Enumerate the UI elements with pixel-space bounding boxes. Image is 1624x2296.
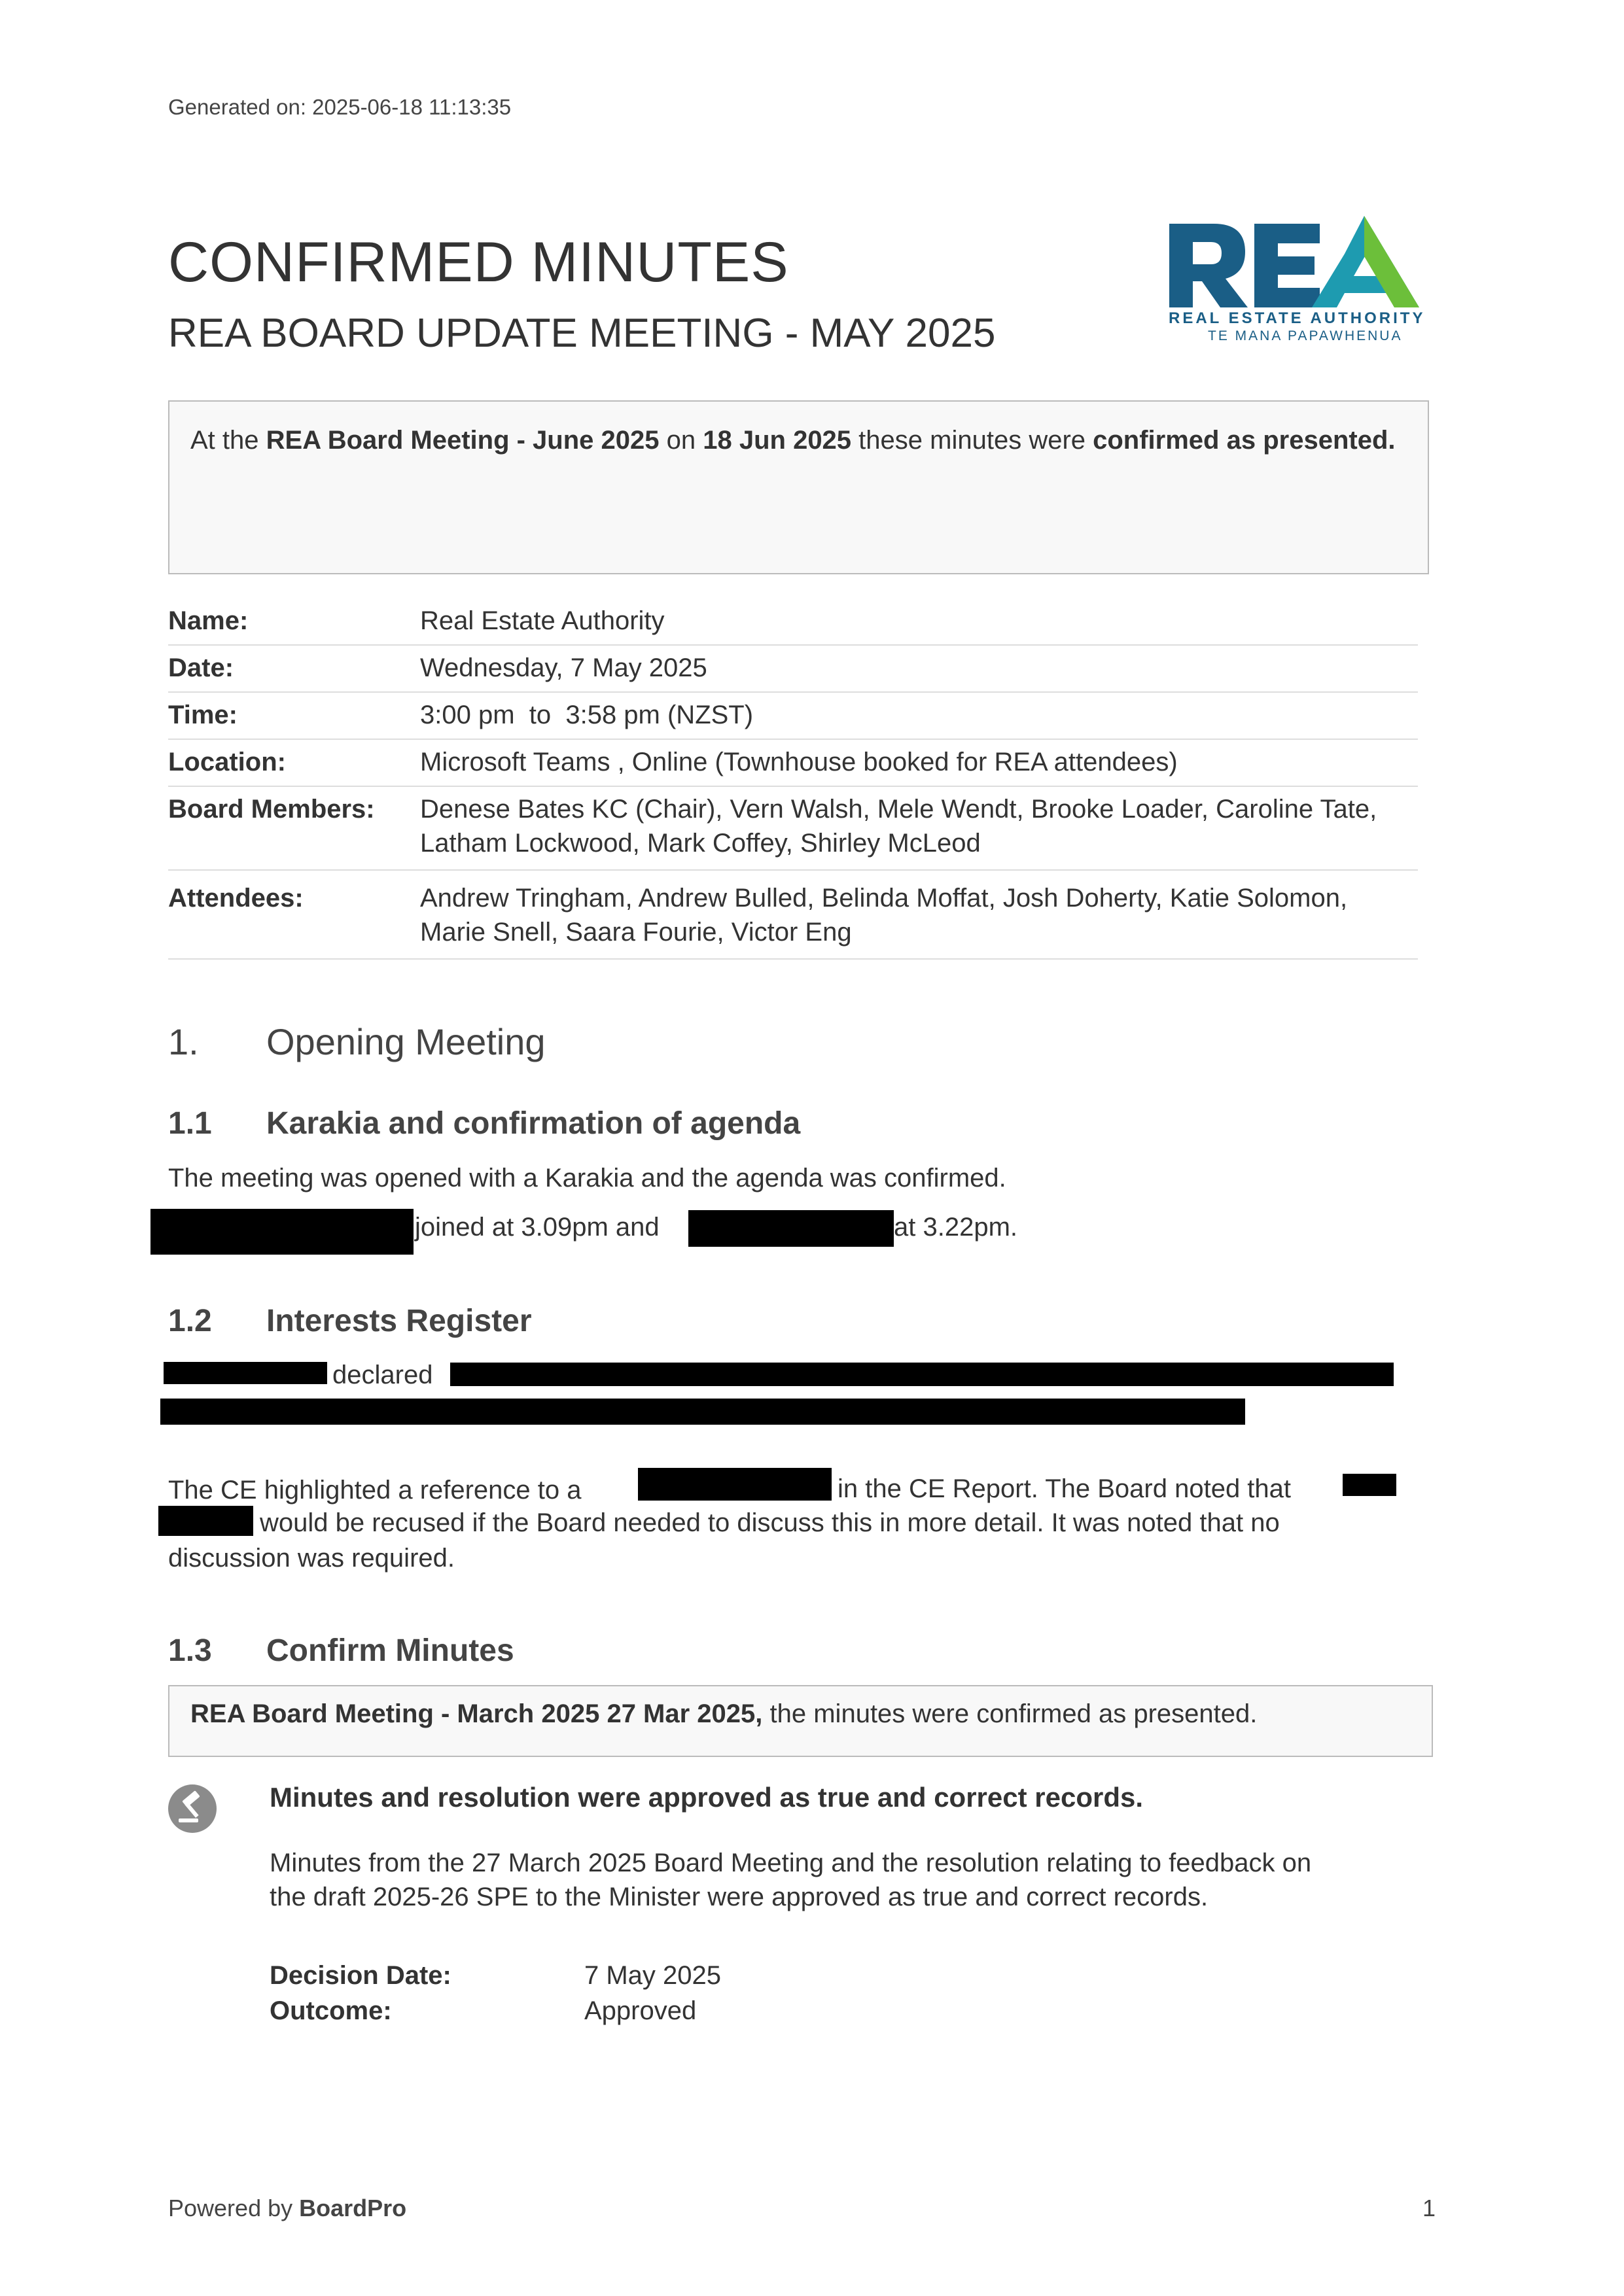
meta-value: Denese Bates KC (Chair), Vern Walsh, Mele Wendt, Brooke Loader, Caroline Tate, Latham Lockwood, Mark Coffey, Shirley McLeod xyxy=(420,795,1377,858)
footer-powered-by xyxy=(168,2195,406,2222)
confirmation-text: At the xyxy=(190,426,266,455)
meta-row-location xyxy=(168,740,1418,787)
meeting-details xyxy=(168,599,1418,960)
meta-value: 3:00 pm to 3:58 pm (NZST) xyxy=(420,701,754,729)
decision-title: Minutes and resolution were approved as true and correct records. xyxy=(270,1782,1144,1813)
meta-row-date xyxy=(168,646,1418,693)
meta-value: Wednesday, 7 May 2025 xyxy=(420,653,707,682)
meta-row-name xyxy=(168,599,1418,646)
subsection-number: 1.3 xyxy=(168,1633,212,1668)
confirmation-meeting: REA Board Meeting - June 2025 xyxy=(266,426,660,455)
subsection-title: Confirm Minutes xyxy=(266,1633,514,1668)
meta-value: Real Estate Authority xyxy=(420,606,665,635)
meta-label: Date: xyxy=(168,653,234,682)
redaction-bar xyxy=(164,1362,327,1384)
paragraph: in the CE Report. The Board noted that xyxy=(838,1474,1292,1503)
gavel-icon xyxy=(168,1784,217,1833)
footer-brand: BoardPro xyxy=(299,2195,407,2221)
decision-date-label: Decision Date: xyxy=(270,1961,451,1990)
logo-roof xyxy=(1364,216,1419,307)
subsection-number: 1.1 xyxy=(168,1106,212,1141)
minutes-confirmation-box xyxy=(168,1685,1433,1757)
minutes-status-text: the minutes were confirmed as presented. xyxy=(762,1699,1258,1728)
redaction-bar xyxy=(688,1210,894,1247)
redaction-bar xyxy=(158,1506,253,1536)
logo-letter-r xyxy=(1169,224,1248,307)
section-heading-1 xyxy=(168,1020,546,1063)
redaction-bar xyxy=(450,1363,1394,1386)
meta-label: Time: xyxy=(168,701,238,729)
subsection-heading-1-1 xyxy=(168,1105,800,1141)
meta-label: Board Members: xyxy=(168,795,375,824)
paragraph: at 3.22pm. xyxy=(894,1213,1018,1242)
minutes-meeting: REA Board Meeting - March 2025 27 Mar 2025, xyxy=(190,1699,763,1728)
redaction-bar xyxy=(160,1399,1245,1425)
outcome-label: Outcome: xyxy=(270,1996,392,2025)
meta-row-attendees xyxy=(168,871,1418,960)
meta-row-board xyxy=(168,787,1418,871)
paragraph: declared xyxy=(332,1361,433,1389)
redaction-bar xyxy=(638,1468,832,1501)
outcome-value: Approved xyxy=(584,1996,697,2025)
redaction-bar xyxy=(1343,1474,1396,1496)
footer-text: Powered by xyxy=(168,2195,300,2221)
confirmation-text: on xyxy=(659,426,703,455)
paragraph: discussion was required. xyxy=(168,1544,455,1573)
subsection-title: Interests Register xyxy=(266,1304,532,1338)
page-title: CONFIRMED MINUTES xyxy=(168,231,789,294)
confirmation-status: confirmed as presented. xyxy=(1093,426,1396,455)
paragraph: joined at 3.09pm and xyxy=(415,1213,660,1242)
logo-letter-e xyxy=(1254,224,1320,307)
meta-label: Name: xyxy=(168,606,249,635)
section-title: Opening Meeting xyxy=(266,1021,546,1062)
generated-timestamp: Generated on: 2025-06-18 11:13:35 xyxy=(168,95,512,119)
logo-tagline-maori: TE MANA PAPAWHENUA xyxy=(1208,328,1403,343)
meta-value: Andrew Tringham, Andrew Bulled, Belinda Moffat, Josh Doherty, Katie Solomon, Marie Snell, Saara Fourie, Victor Eng xyxy=(420,884,1348,947)
decision-body: Minutes from the 27 March 2025 Board Meeting and the resolution relating to feedback on the draft 2025-26 SPE to the Minister were approved as true and correct records. xyxy=(270,1849,1312,1911)
confirmation-text: these minutes were xyxy=(851,426,1093,455)
meta-row-time xyxy=(168,693,1418,740)
page-number: 1 xyxy=(1422,2195,1436,2221)
meta-value: Microsoft Teams , Online (Townhouse booked for REA attendees) xyxy=(420,748,1178,776)
subsection-title: Karakia and confirmation of agenda xyxy=(266,1106,801,1141)
paragraph: The CE highlighted a reference to a xyxy=(168,1476,582,1505)
subsection-heading-1-2 xyxy=(168,1303,532,1339)
confirmation-box xyxy=(168,400,1429,574)
decision-date-value: 7 May 2025 xyxy=(584,1961,722,1990)
subsection-number: 1.2 xyxy=(168,1304,212,1338)
meta-label: Attendees: xyxy=(168,884,304,913)
subsection-heading-1-3 xyxy=(168,1633,514,1669)
logo-tagline: REAL ESTATE AUTHORITY xyxy=(1169,309,1426,327)
section-number: 1. xyxy=(168,1021,199,1062)
confirmation-date: 18 Jun 2025 xyxy=(703,426,852,455)
redaction-bar xyxy=(150,1209,414,1255)
page-subtitle: REA BOARD UPDATE MEETING - MAY 2025 xyxy=(168,311,996,356)
paragraph: would be recused if the Board needed to discuss this in more detail. It was noted that no xyxy=(260,1508,1280,1537)
meta-label: Location: xyxy=(168,748,286,776)
paragraph: The meeting was opened with a Karakia and the agenda was confirmed. xyxy=(168,1164,1006,1192)
